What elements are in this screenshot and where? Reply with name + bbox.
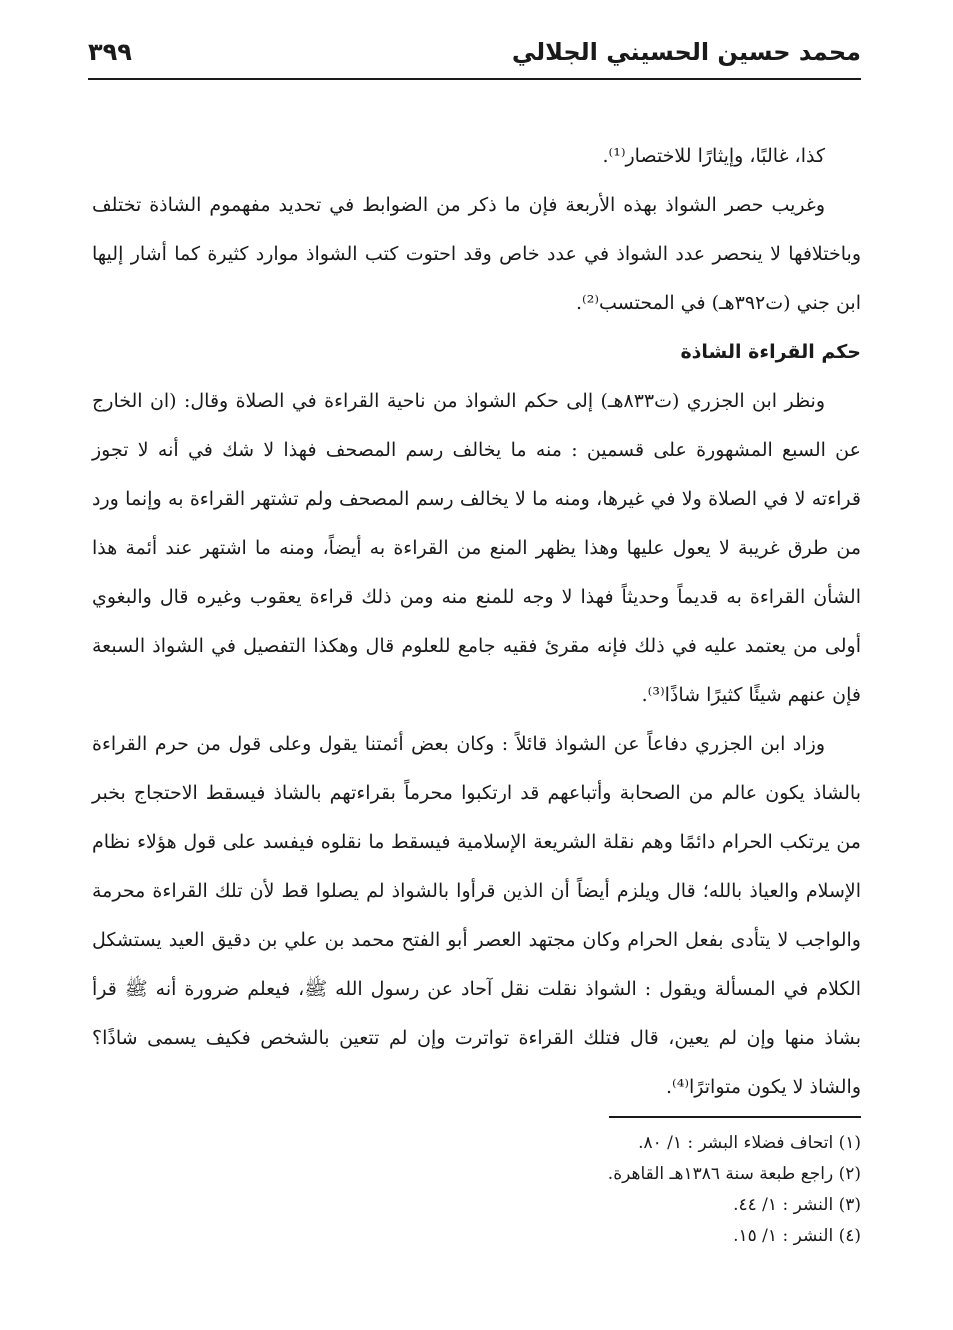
running-header	[88, 34, 861, 78]
section-heading: حكم القراءة الشاذة	[680, 341, 861, 363]
paragraph-3: ونظر ابن الجزري (ت٨٣٣هـ) إلى حكم الشواذ من ناحية القراءة في الصلاة وقال: (ان الخارج عن السبع المشهورة على قسمين : منه ما يخالف رسم المصحف فهذا لا شك في أنه لا تجوز قراءته لا في الصلاة ولا في غيرها، ومنه ما لا يخالف رسم المصحف ولم تشتهر القراءة به وإنما ورد من طرق غريبة لا يعول عليها وهذا يظهر المنع من القراءة به أيضاً، ومنه ما اشتهر عند أئمة هذا الشأن القراءة به قديماً وحديثاً فهذا لا وجه للمنع منه ومن ذلك قراءة يعقوب وغيره قال والبغوي أولى من يعتمد عليه في ذلك فإنه مقرئ فقيه جامع للعلوم قال وهكذا التفصيل في الشواذ السبعة فإن عنهم شيئًا كثيرًا شاذًا⁽³⁾.	[92, 390, 861, 706]
main-text	[92, 132, 861, 1112]
footnote-3: (٣) النشر : ١/ ٤٤.	[733, 1195, 861, 1215]
footnote-1: (١) اتحاف فضلاء البشر : ١/ ٨٠.	[638, 1133, 861, 1153]
footnote-2: (٢) راجع طبعة سنة ١٣٨٦هـ القاهرة.	[607, 1164, 861, 1184]
page-number: ٣٩٩	[88, 38, 132, 66]
paragraph-2: وغريب حصر الشواذ بهذه الأربعة فإن ما ذكر من الضوابط في تحديد مفهموم الشاذة تختلف وباختلافها لا ينحصر عدد الشواذ في عدد خاص وقد احتوت كتب الشواذ موارد كثيرة كما أشار إليها ابن جني (ت٣٩٢هـ) في المحتسب⁽²⁾.	[92, 194, 861, 314]
author-name: محمد حسين الحسيني الجلالي	[511, 38, 861, 66]
footnotes	[92, 1128, 861, 1252]
footnote-rule	[609, 1116, 861, 1118]
paragraph-4: وزاد ابن الجزري دفاعاً عن الشواذ قائلاً : وكان بعض أئمتنا يقول وعلى قول من حرم القراءة بالشاذ يكون عالم من الصحابة وأتباعهم قد ارتكبوا محرماً بقراءتهم بالشاذ فيسقط الاحتجاج بخبر من يرتكب الحرام دائمًا وهم نقلة الشريعة الإسلامية فيسقط ما نقلوه فيفسد على قول هؤلاء نظام الإسلام والعياذ بالله؛ قال ويلزم أيضاً أن الذين قرأوا بالشواذ لم يصلوا قط لأن تلك القراءة محرمة والواجب لا يتأدى بفعل الحرام وكان مجتهد العصر أبو الفتح محمد بن علي بن دقيق العيد يستشكل الكلام في المسألة ويقول : الشواذ نقلت نقل آحاد عن رسول الله ﷺ، فيعلم ضرورة أنه ﷺ قرأ بشاذ منها وإن لم يعين، قال فتلك القراءة تواترت وإن لم تتعين بالشخص فكيف يسمى شاذًا؟ والشاذ لا يكون متواترًا⁽⁴⁾.	[92, 733, 861, 1098]
paragraph-1: كذا، غالبًا، وإيثارًا للاختصار⁽¹⁾.	[602, 145, 825, 167]
header-rule	[88, 78, 861, 80]
footnote-4: (٤) النشر : ١/ ١٥.	[733, 1226, 861, 1246]
